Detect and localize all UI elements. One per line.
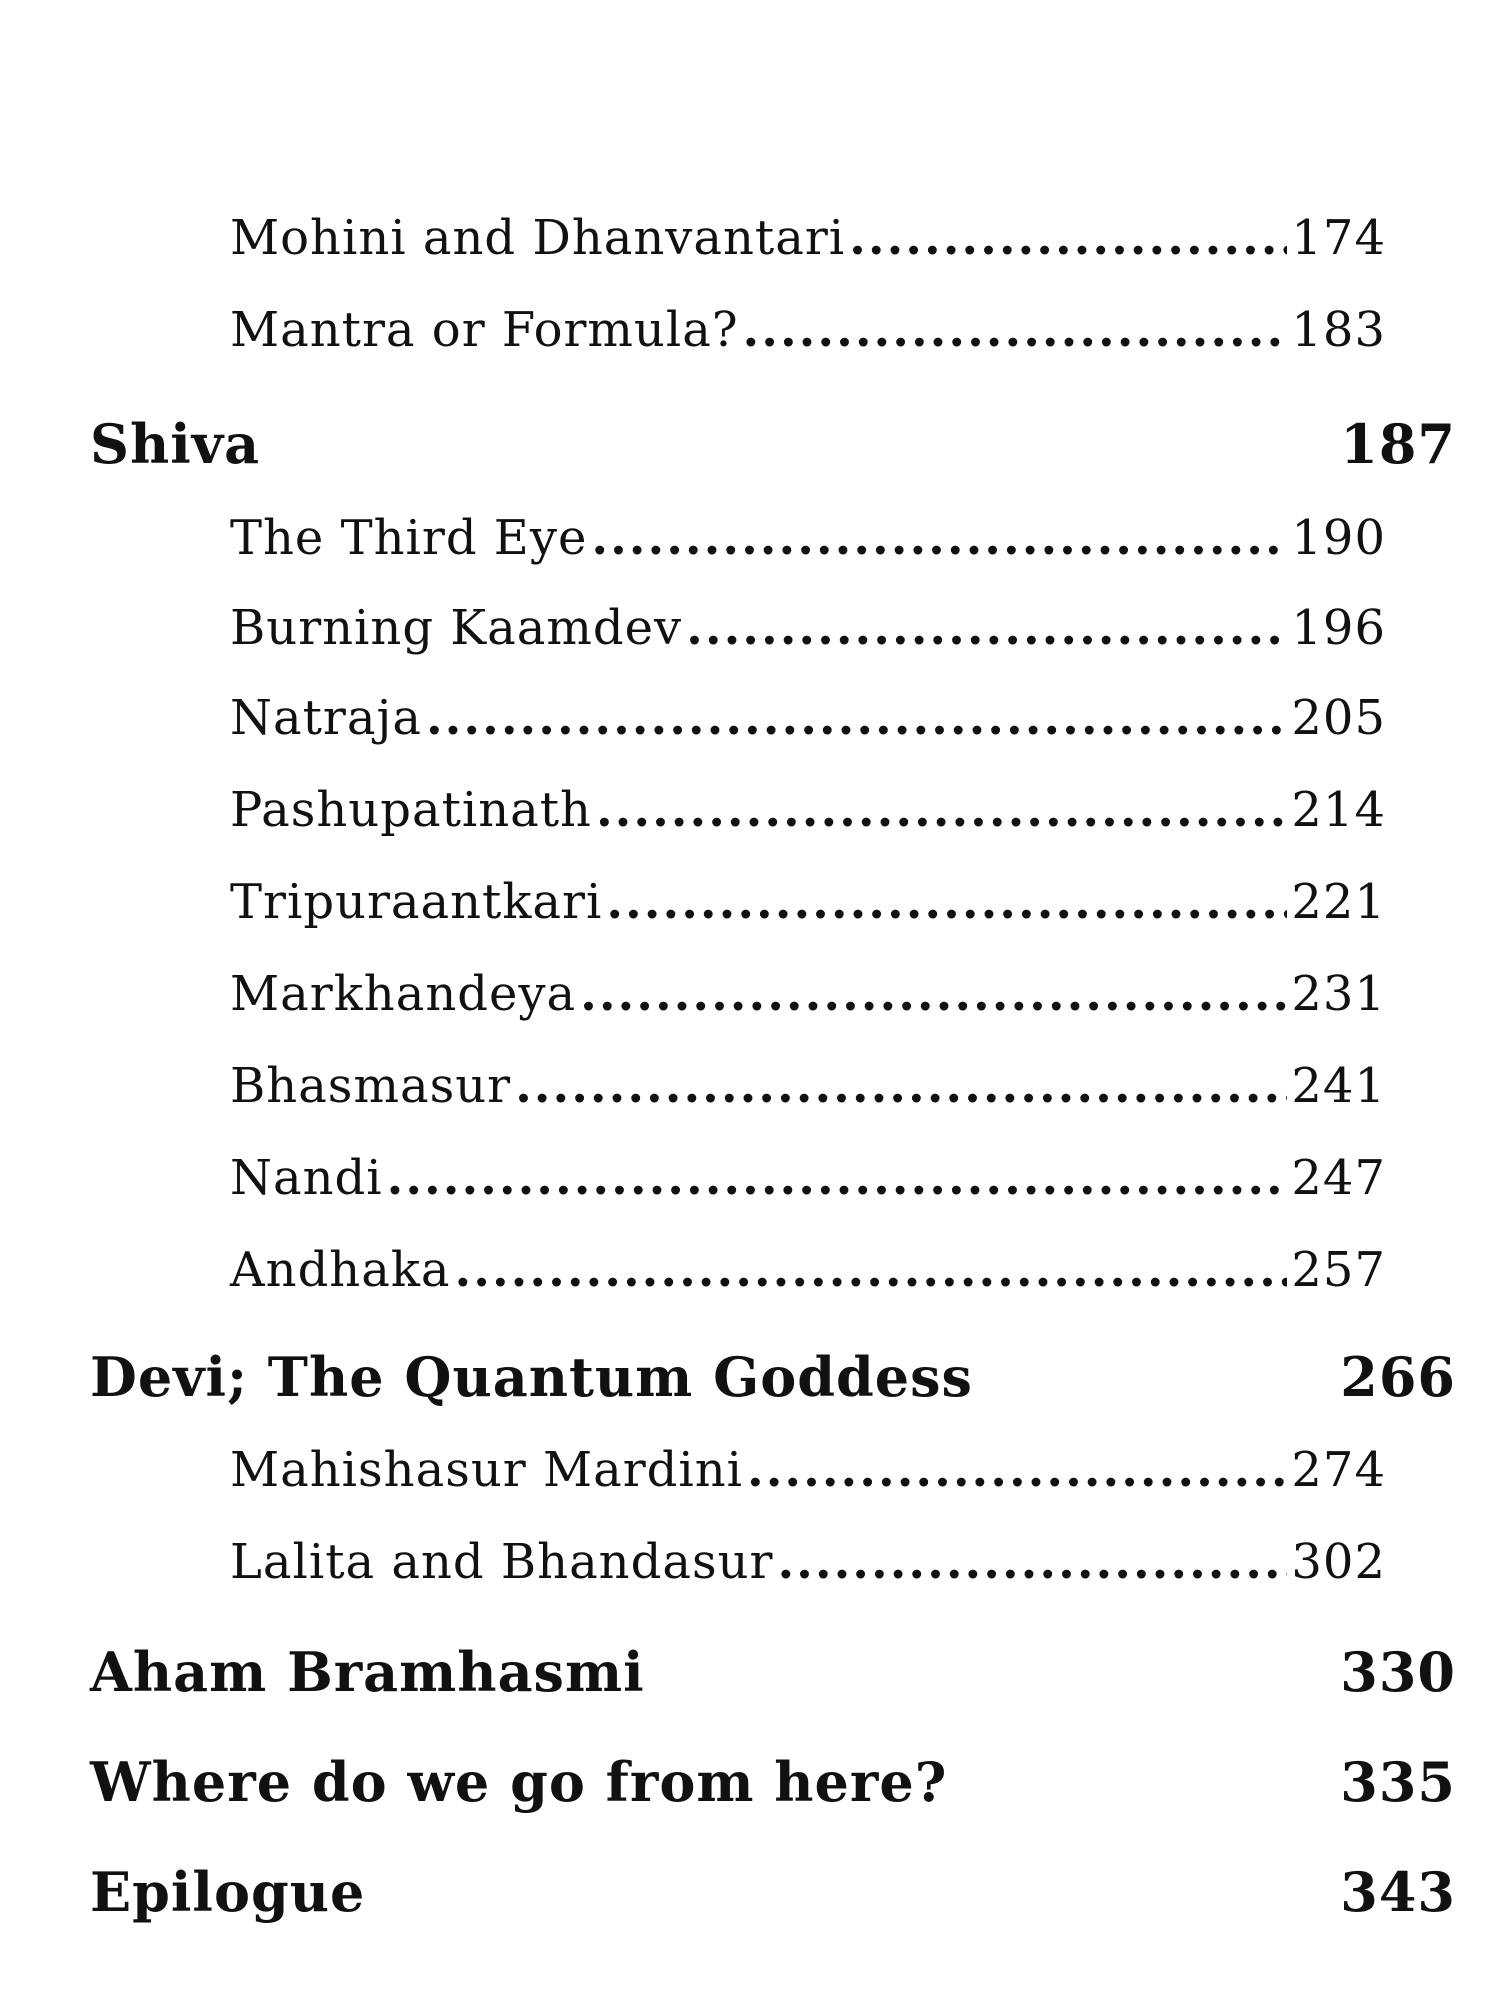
toc-chapter-title: Shiva	[90, 412, 261, 476]
toc-entry-title: Nandi	[230, 1150, 383, 1206]
toc-entry-title: Mohini and Dhanvantari	[230, 210, 846, 266]
toc-entry-page: 221	[1291, 874, 1386, 930]
dot-leader	[515, 1058, 1287, 1114]
toc-chapter-shiva[interactable]	[90, 412, 1456, 482]
toc-entry-title: Burning Kaamdev	[230, 600, 683, 656]
toc-chapter-title: Where do we go from here?	[90, 1750, 948, 1814]
toc-entry-title: Markhandeya	[230, 966, 577, 1022]
toc-chapter-epilogue[interactable]	[90, 1860, 1456, 1930]
toc-entry-page: 231	[1291, 966, 1386, 1022]
dot-leader	[591, 510, 1287, 566]
toc-chapter-title: Epilogue	[90, 1860, 366, 1924]
toc-chapter-where-do-we-go[interactable]	[90, 1750, 1456, 1820]
toc-entry-natraja[interactable]	[230, 690, 1386, 760]
toc-entry-title: Tripuraantkari	[230, 874, 603, 930]
toc-entry-title: The Third Eye	[230, 510, 588, 566]
dot-leader	[686, 600, 1287, 656]
toc-entry-the-third-eye[interactable]	[230, 510, 1386, 580]
dot-leader	[849, 210, 1287, 266]
toc-entry-page: 214	[1291, 782, 1386, 838]
toc-entry-mahishasur-mardini[interactable]	[230, 1442, 1386, 1512]
toc-chapter-page: 266	[1340, 1345, 1456, 1409]
dot-leader	[747, 1442, 1287, 1498]
toc-entry-page: 302	[1291, 1534, 1386, 1590]
dot-leader	[580, 966, 1287, 1022]
toc-entry-title: Pashupatinath	[230, 782, 592, 838]
toc-entry-title: Lalita and Bhandasur	[230, 1534, 774, 1590]
dot-leader	[606, 874, 1287, 930]
toc-entry-title: Bhasmasur	[230, 1058, 512, 1114]
dot-leader	[596, 782, 1287, 838]
toc-entry-markhandeya[interactable]	[230, 966, 1386, 1036]
toc-entry-burning-kaamdev[interactable]	[230, 600, 1386, 670]
toc-entry-page: 241	[1291, 1058, 1386, 1114]
toc-chapter-devi[interactable]	[90, 1345, 1456, 1415]
toc-entry-mantra-or-formula[interactable]	[230, 302, 1386, 372]
toc-entry-page: 205	[1291, 690, 1386, 746]
toc-entry-mohini-and-dhanvantari[interactable]	[230, 210, 1386, 280]
toc-entry-bhasmasur[interactable]	[230, 1058, 1386, 1128]
toc-chapter-aham-bramhasmi[interactable]	[90, 1640, 1456, 1710]
toc-chapter-page: 335	[1340, 1750, 1456, 1814]
toc-entry-page: 274	[1291, 1442, 1386, 1498]
toc-chapter-page: 187	[1340, 412, 1456, 476]
toc-entry-page: 247	[1291, 1150, 1386, 1206]
toc-entry-title: Andhaka	[230, 1242, 451, 1298]
dot-leader	[387, 1150, 1288, 1206]
toc-entry-pashupatinath[interactable]	[230, 782, 1386, 852]
toc-entry-nandi[interactable]	[230, 1150, 1386, 1220]
dot-leader	[455, 1242, 1288, 1298]
toc-entry-page: 174	[1291, 210, 1386, 266]
toc-entry-title: Natraja	[230, 690, 422, 746]
toc-entry-page: 183	[1291, 302, 1386, 358]
toc-chapter-title: Devi; The Quantum Goddess	[90, 1345, 973, 1409]
toc-chapter-page: 330	[1340, 1640, 1456, 1704]
toc-entry-lalita-and-bhandasur[interactable]	[230, 1534, 1386, 1604]
dot-leader	[777, 1534, 1287, 1590]
toc-entry-page: 257	[1291, 1242, 1386, 1298]
toc-entry-tripuraantkari[interactable]	[230, 874, 1386, 944]
dot-leader	[743, 302, 1288, 358]
toc-entry-page: 196	[1291, 600, 1386, 656]
toc-entry-andhaka[interactable]	[230, 1242, 1386, 1312]
toc-entry-title: Mahishasur Mardini	[230, 1442, 743, 1498]
toc-entry-page: 190	[1291, 510, 1386, 566]
toc-entry-title: Mantra or Formula?	[230, 302, 739, 358]
dot-leader	[426, 690, 1287, 746]
toc-chapter-title: Aham Bramhasmi	[90, 1640, 645, 1704]
toc-chapter-page: 343	[1340, 1860, 1456, 1924]
